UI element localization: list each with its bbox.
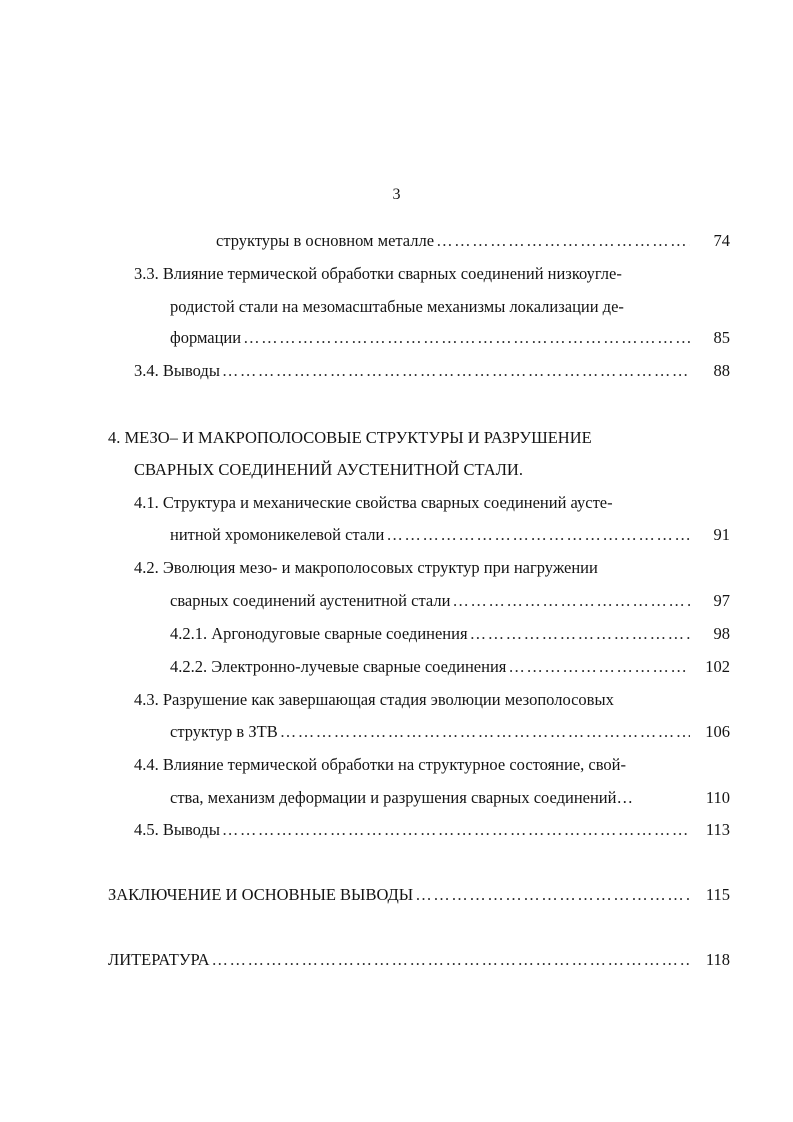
- toc-entry-text: 3.4. Выводы: [134, 361, 220, 380]
- toc-entry-text: формации: [170, 328, 242, 347]
- toc-entry-4-4[interactable]: [170, 785, 690, 811]
- toc-entry-4-1-line1: 4.1. Структура и механические свойства сварных соединений аусте-: [134, 493, 613, 512]
- toc-page-ref: 115: [705, 885, 730, 904]
- toc-entry-text: ЗАКЛЮЧЕНИЕ И ОСНОВНЫЕ ВЫВОДЫ: [108, 885, 414, 904]
- toc-entry-4-4-line1: 4.4. Влияние термической обработки на структурное состояние, свой-: [134, 755, 626, 774]
- toc-entry-text: сварных соединений аустенитной стали: [170, 591, 451, 610]
- toc-entry-text: структуры в основном металле: [216, 231, 435, 250]
- toc-entry-4-2-2[interactable]: [170, 654, 690, 680]
- toc-entry-literature[interactable]: [108, 947, 690, 973]
- toc-entry-text: 4.5. Выводы: [134, 820, 220, 839]
- toc-entry-3-4[interactable]: [134, 358, 690, 384]
- toc-page-ref: 98: [713, 624, 730, 643]
- toc-entry-conclusion[interactable]: [108, 882, 690, 908]
- toc-page-ref: 118: [705, 950, 730, 969]
- chapter-4-title-line2[interactable]: СВАРНЫХ СОЕДИНЕНИЙ АУСТЕНИТНОЙ СТАЛИ.: [134, 460, 523, 479]
- toc-entry-4-3-line1: 4.3. Разрушение как завершающая стадия эволюции мезополосовых: [134, 690, 614, 709]
- toc-page-ref: 102: [705, 657, 730, 676]
- dot-leader: [470, 621, 690, 647]
- toc-entry-text: нитной хромоникелевой стали: [170, 525, 385, 544]
- toc-page-ref: 97: [713, 591, 730, 610]
- page-number: 3: [392, 186, 401, 203]
- toc-entry-4-2-1[interactable]: [170, 621, 690, 647]
- toc-entry-text: ЛИТЕРАТУРА: [108, 950, 210, 969]
- toc-entry-4-3[interactable]: [170, 719, 690, 745]
- toc-entry-4-2[interactable]: [170, 588, 690, 614]
- toc-page-ref: 113: [705, 820, 730, 839]
- toc-entry-text: 4.2.1. Аргонодуговые сварные соединения: [170, 624, 468, 643]
- dot-leader: [280, 719, 690, 745]
- dot-leader: [386, 522, 690, 548]
- toc-page-ref: 74: [713, 231, 730, 250]
- toc-entry-3-3-line1: 3.3. Влияние термической обработки сварных соединений низкоугле-: [134, 264, 622, 283]
- chapter-4-title-line1[interactable]: 4. МЕЗО– И МАКРОПОЛОСОВЫЕ СТРУКТУРЫ И РАЗРУШЕНИЕ: [108, 428, 592, 447]
- toc-page-ref: 110: [705, 788, 730, 807]
- toc-entry-3-3[interactable]: [170, 325, 690, 351]
- toc-page-ref: 91: [713, 525, 730, 544]
- dot-leader: [222, 358, 690, 384]
- toc-entry-text: структур в ЗТВ: [170, 722, 278, 741]
- dot-leader: [452, 588, 690, 614]
- dot-leader: [415, 882, 690, 908]
- toc-page-ref: 85: [713, 328, 730, 347]
- dot-leader: [243, 325, 690, 351]
- dot-leader: [222, 817, 690, 843]
- toc-entry-3-3-line2: родистой стали на мезомасштабные механизмы локализации де-: [170, 297, 624, 316]
- toc-entry-4-5[interactable]: [134, 817, 690, 843]
- dot-leader: [508, 654, 690, 680]
- toc-entry-3-2-cont[interactable]: [216, 228, 690, 254]
- toc-page-ref: 88: [713, 361, 730, 380]
- toc-entry-text: 4.2.2. Электронно-лучевые сварные соединения: [170, 657, 507, 676]
- toc-page-ref: 106: [705, 722, 730, 741]
- toc-entry-4-1[interactable]: [170, 522, 690, 548]
- dot-leader: [436, 228, 690, 254]
- toc-entry-text: ства, механизм деформации и разрушения сварных соединений…: [170, 788, 633, 807]
- dot-leader: [212, 947, 690, 973]
- toc-entry-4-2-line1: 4.2. Эволюция мезо- и макрополосовых структур при нагружении: [134, 558, 598, 577]
